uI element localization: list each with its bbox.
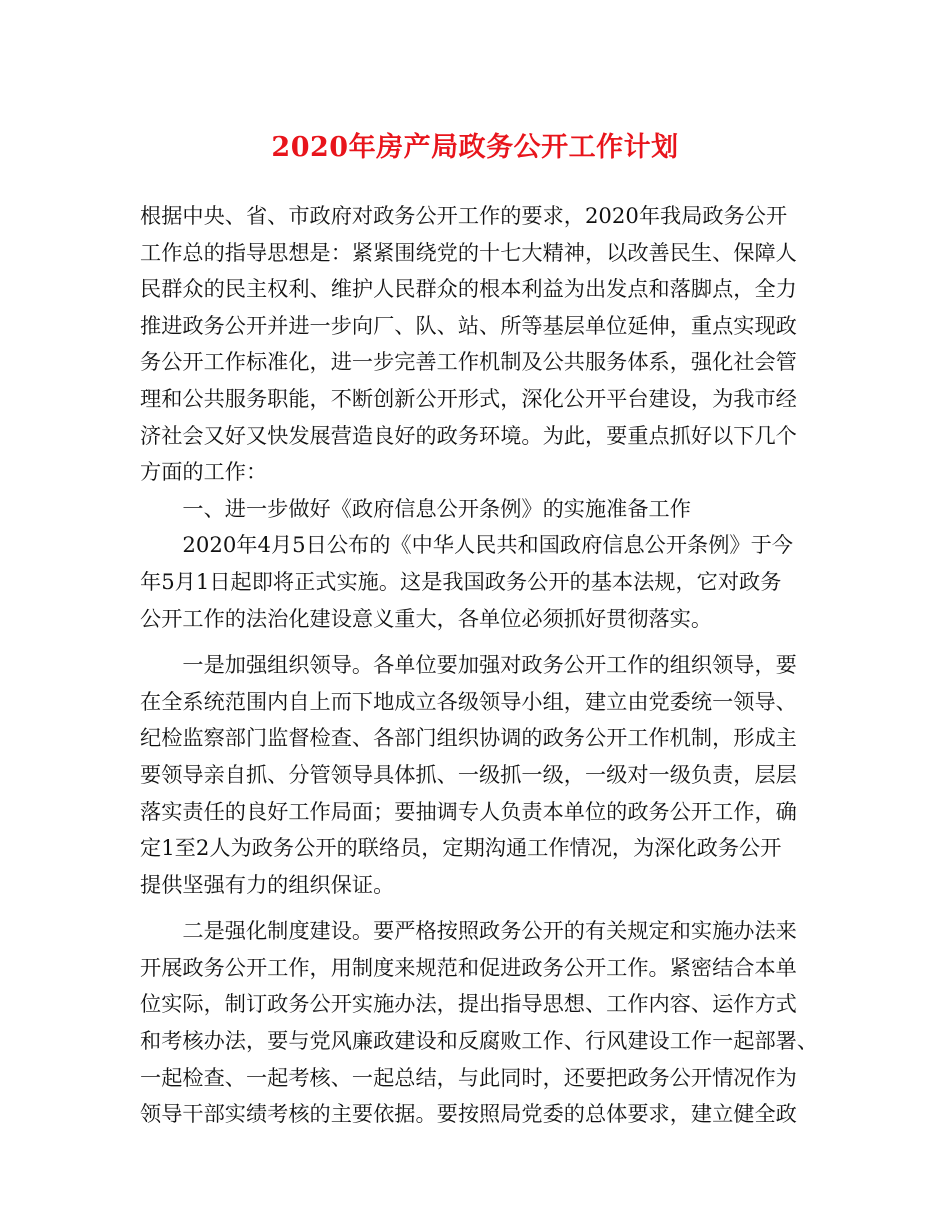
text-line: 提供坚强有力的组织保证。: [140, 871, 395, 897]
text-line: 公开工作的法治化建设意义重大，各单位必须抓好贯彻落实。: [140, 605, 713, 631]
text-line: 一起检查、一起考核、一起总结，与此同时，还要把政务公开情况作为: [140, 1064, 797, 1090]
document-body: [140, 198, 840, 1133]
text-line: 纪检监察部门监督检查、各部门组织协调的政务公开工作机制，形成主: [140, 725, 797, 751]
text-line: 年5月1日起即将正式实施。这是我国政务公开的基本法规，它对政务: [140, 568, 782, 594]
paragraph-gap: [140, 903, 840, 913]
text-line: 方面的工作：: [140, 459, 268, 485]
paragraph-gap: [140, 637, 840, 647]
text-line: 落实责任的良好工作局面；要抽调专人负责本单位的政务公开工作，确: [140, 798, 797, 824]
text-line: 推进政务公开并进一步向厂、队、站、所等基层单位延伸，重点实现政: [140, 312, 797, 338]
text-line: 开展政务公开工作，用制度来规范和促进政务公开工作。紧密结合本单: [140, 954, 797, 980]
text-line: 务公开工作标准化，进一步完善工作机制及公共服务体系，强化社会管: [140, 349, 797, 375]
text-line: 2020年4月5日公布的《中华人民共和国政府信息公开条例》于今: [140, 532, 793, 558]
text-line: 定1至2人为政务公开的联络员，定期沟通工作情况，为深化政务公开: [140, 835, 782, 861]
text-line: 位实际，制订政务公开实施办法，提出指导思想、工作内容、运作方式: [140, 991, 797, 1017]
text-line: 领导干部实绩考核的主要依据。要按照局党委的总体要求，建立健全政: [140, 1101, 797, 1127]
text-line: 理和公共服务职能，不断创新公开形式，深化公开平台建设，为我市经: [140, 385, 797, 411]
text-line: 要领导亲自抓、分管领导具体抓、一级抓一级，一级对一级负责，层层: [140, 761, 797, 787]
text-line: 济社会又好又快发展营造良好的政务环境。为此，要重点抓好以下几个: [140, 422, 797, 448]
text-line: 一、进一步做好《政府信息公开条例》的实施准备工作: [140, 495, 691, 521]
text-line: 在全系统范围内自上而下地成立各级领导小组，建立由党委统一领导、: [140, 688, 797, 714]
text-line: 民群众的民主权利、维护人民群众的根本利益为出发点和落脚点，全力: [140, 276, 797, 302]
text-line: 根据中央、省、市政府对政务公开工作的要求，2020年我局政务公开: [140, 203, 788, 228]
text-line: 一是加强组织领导。各单位要加强对政务公开工作的组织领导，要: [140, 652, 797, 678]
text-line: 工作总的指导思想是：紧紧围绕党的十七大精神，以改善民生、保障人: [140, 239, 797, 265]
text-line: 二是强化制度建设。要严格按照政务公开的有关规定和实施办法来: [140, 918, 797, 944]
text-line: 和考核办法，要与党风廉政建设和反腐败工作、行风建设工作一起部署、: [140, 1028, 819, 1054]
document-title: 2020年房产局政务公开工作计划: [271, 132, 679, 163]
